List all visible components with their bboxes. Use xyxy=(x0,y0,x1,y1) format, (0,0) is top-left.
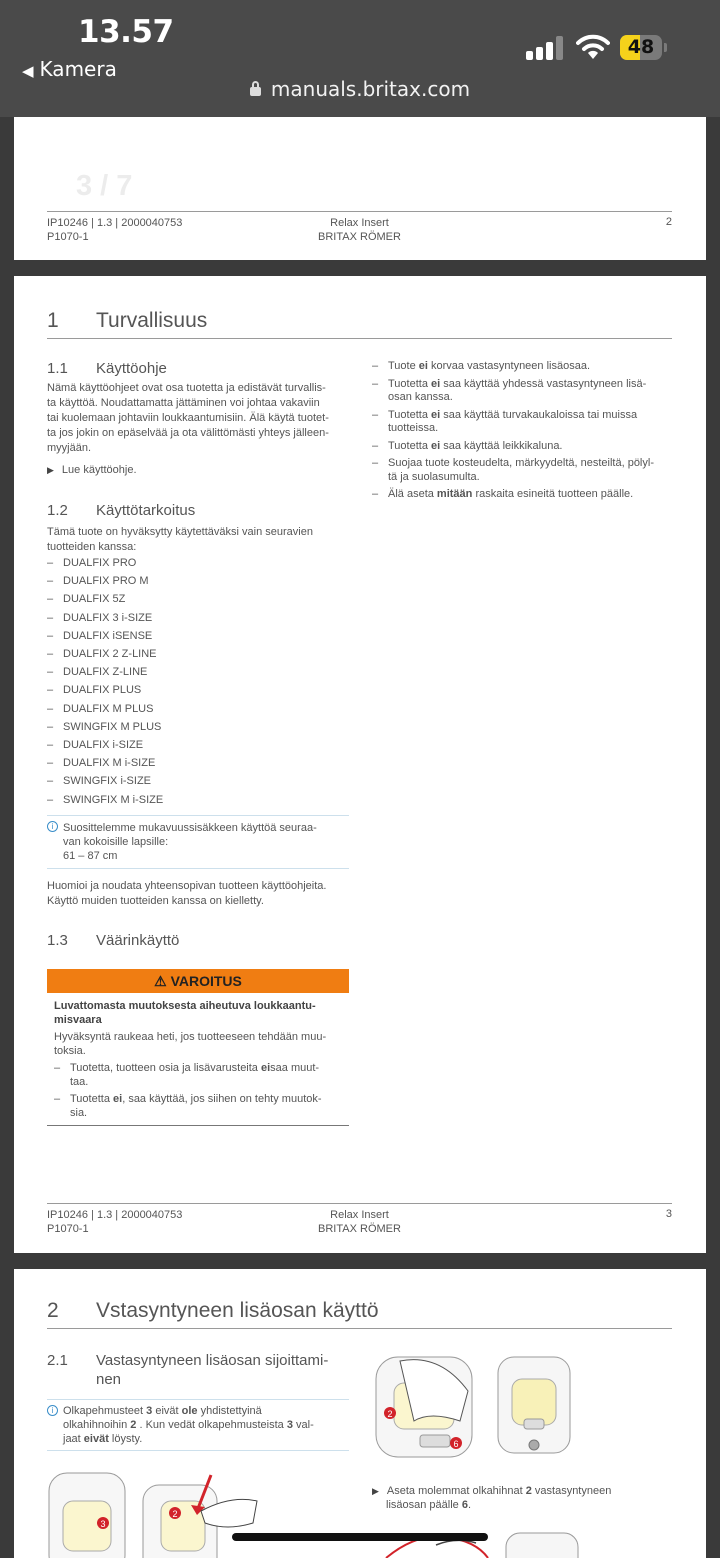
warning-triangle-icon: ⚠ xyxy=(154,973,167,989)
subsection-heading-2-1 xyxy=(47,1351,352,1391)
bold-text: ei xyxy=(431,408,441,421)
text-line: myyjään. xyxy=(47,442,92,454)
text: raskaita esineitä tuotteen päälle. xyxy=(472,488,634,500)
text: . xyxy=(467,1499,472,1511)
section-title: Turvallisuus xyxy=(96,309,208,332)
list-item xyxy=(372,378,672,405)
page-indicator: 3 / 7 xyxy=(76,170,133,202)
text: nen xyxy=(96,1371,122,1388)
subsection-heading-1-2 xyxy=(47,502,196,519)
text: lisäosan päälle xyxy=(386,1499,462,1511)
bold-text: mitään xyxy=(436,488,473,500)
subsection-title: Käyttötarkoitus xyxy=(96,502,196,519)
text: Suojaa tuote kosteudelta, märkyydeltä, nesteiltä, pölyl- xyxy=(388,457,654,469)
home-indicator[interactable] xyxy=(232,1533,488,1541)
footer-brand: BRITAX RÖMER xyxy=(318,1223,401,1235)
text: korvaa vastasyntyneen lisäosaa. xyxy=(427,360,591,372)
bold-text: ei xyxy=(113,1093,123,1105)
subsection-heading-1-3 xyxy=(47,932,180,949)
subsection-title xyxy=(96,1351,328,1389)
callout-label: 3 xyxy=(100,1519,106,1529)
list-item: – DUALFIX M PLUS xyxy=(47,700,163,718)
section-title: Vstasyntyneen lisäosan käyttö xyxy=(96,1299,379,1322)
list-item xyxy=(372,440,672,454)
text-line: tuotteiden kanssa: xyxy=(47,541,137,553)
callout-label: 2 xyxy=(387,1409,393,1419)
text-line: Nämä käyttöohjeet ovat osa tuotetta ja edistävät turvallis- xyxy=(47,382,326,394)
list-item: – DUALFIX Z-LINE xyxy=(47,663,163,681)
bold-text: 6 xyxy=(461,1499,468,1511)
warning-text-line: toksia. xyxy=(54,1044,86,1057)
warning-box xyxy=(47,993,349,1126)
back-triangle-icon: ◀ xyxy=(22,62,34,80)
manual-page-3 xyxy=(14,276,706,1253)
text: saa muut- xyxy=(270,1062,320,1074)
footer-doc-code: P1070-1 xyxy=(47,231,89,243)
read-manual-item xyxy=(47,464,137,476)
footer-page-number: 3 xyxy=(665,1208,672,1220)
text: val- xyxy=(292,1419,314,1431)
list-item: – DUALFIX PLUS xyxy=(47,681,163,699)
info-icon: i xyxy=(47,1405,58,1416)
subsection-number: 1.1 xyxy=(47,360,68,377)
manual-page-4 xyxy=(14,1269,706,1558)
list-item: – SWINGFIX i-SIZE xyxy=(47,772,163,790)
text: Tuotetta xyxy=(70,1093,114,1105)
list-item: – DUALFIX PRO M xyxy=(47,572,163,590)
text-line: van kokoisille lapsille: xyxy=(63,836,169,848)
step-place-shoulder-straps xyxy=(372,1484,611,1512)
bold-text: ei xyxy=(431,377,441,390)
text-line: 61 – 87 cm xyxy=(63,850,118,862)
text: jaat xyxy=(63,1433,84,1445)
list-item xyxy=(372,409,672,436)
illustration-next-step xyxy=(376,1527,496,1558)
subsection-title: Väärinkäyttö xyxy=(96,932,180,949)
illustration-insert-in-seat xyxy=(494,1353,576,1461)
subsection-heading-1-1 xyxy=(47,360,167,377)
page-footer xyxy=(47,1203,672,1235)
text: taa. xyxy=(70,1075,89,1088)
text: Tuote xyxy=(388,360,419,372)
list-item xyxy=(372,488,672,502)
list-item: – DUALFIX PRO xyxy=(47,554,163,572)
arrow-bullet-icon: ▶ xyxy=(372,1486,379,1496)
text-line: ta käyttöä. Noudattamatta jättäminen voi johtaa vakaviin xyxy=(47,397,320,409)
text: sia. xyxy=(70,1106,88,1119)
footer-doc-id: IP10246 | 1.3 | 2000040753 xyxy=(47,1209,183,1221)
list-item: – DUALFIX M i-SIZE xyxy=(47,754,163,772)
text: tä ja suolasumulta. xyxy=(388,470,480,483)
bold-text: ei xyxy=(431,439,441,452)
back-label: Kamera xyxy=(39,57,117,81)
text: Olkapehmusteet xyxy=(63,1405,147,1417)
paragraph-intended-use xyxy=(47,525,349,555)
bold-text: 3 xyxy=(286,1419,293,1431)
footer-doc-code: P1070-1 xyxy=(47,1223,89,1235)
manual-page-2 xyxy=(14,117,706,260)
text: eivät xyxy=(152,1405,182,1417)
text-line: Huomioi ja noudata yhteensopivan tuotteen käyttöohjeita. xyxy=(47,880,327,892)
list-item: – DUALFIX 2 Z-LINE xyxy=(47,645,163,663)
text: saa käyttää turvakaukaloissa tai muissa xyxy=(440,408,638,421)
footer-page-number: 2 xyxy=(665,216,672,228)
page-footer xyxy=(47,211,672,243)
lock-icon xyxy=(250,87,261,96)
text: löysty. xyxy=(108,1433,143,1445)
warning-banner xyxy=(47,969,349,993)
url-bar[interactable] xyxy=(0,77,720,101)
text-line: Käyttö muiden tuotteiden kanssa on kielletty. xyxy=(47,895,264,907)
bold-text: 3 xyxy=(146,1405,153,1417)
battery-level: 48 xyxy=(627,36,655,58)
safety-list-right xyxy=(372,360,672,506)
bold-text: 2 xyxy=(130,1419,137,1431)
text: Vastasyntyneen lisäosan sijoittami- xyxy=(96,1352,329,1369)
text-line xyxy=(63,1418,349,1432)
section-number: 1 xyxy=(47,309,59,332)
cellular-signal-icon xyxy=(526,36,564,60)
subsection-number: 2.1 xyxy=(47,1352,68,1369)
list-item: – DUALFIX 3 i-SIZE xyxy=(47,609,163,627)
list-item: – DUALFIX iSENSE xyxy=(47,627,163,645)
arrow-bullet-icon: ▶ xyxy=(47,465,54,475)
warning-list-item xyxy=(54,1093,343,1120)
section-heading xyxy=(47,1299,672,1329)
bold-text: 2 xyxy=(525,1485,532,1497)
text-line xyxy=(63,1432,349,1446)
section-heading xyxy=(47,309,672,339)
text-line: ta jos jokin on epäselvää ja ota välittömästi yhteys jälleen- xyxy=(47,427,329,439)
text: Tuotetta xyxy=(388,408,432,421)
text: saa käyttää leikkikaluna. xyxy=(440,439,563,452)
info-note-shoulder-pads xyxy=(47,1399,349,1451)
footer-product: Relax Insert xyxy=(330,217,389,229)
subsection-number: 1.3 xyxy=(47,932,68,949)
illustration-pull-shoulder-pads xyxy=(141,1471,261,1558)
wifi-icon xyxy=(576,34,610,60)
footer-doc-id: IP10246 | 1.3 | 2000040753 xyxy=(47,217,183,229)
footer-product: Relax Insert xyxy=(330,1209,389,1221)
section-number: 2 xyxy=(47,1299,59,1322)
text: Älä aseta xyxy=(388,488,437,500)
list-item: – DUALFIX 5Z xyxy=(47,590,163,608)
text: vastasyntyneen xyxy=(531,1485,612,1497)
text: tuotteissa. xyxy=(388,422,439,434)
callout-label: 6 xyxy=(453,1439,459,1449)
text: , saa käyttää, jos siihen on tehty muutok- xyxy=(122,1093,322,1105)
text: olkahihnoihin xyxy=(63,1419,131,1431)
subsection-title: Käyttöohje xyxy=(96,360,167,377)
text: Tuotetta, tuotteen osia ja lisävarusteita xyxy=(70,1062,261,1074)
list-item: – DUALFIX i-SIZE xyxy=(47,736,163,754)
text: osan kanssa. xyxy=(388,391,453,403)
text-line: Tämä tuote on hyväksytty käytettäväksi vain seuravien xyxy=(47,526,313,538)
warning-text-line: Hyväksyntä raukeaa heti, jos tuotteeseen tehdään muu- xyxy=(54,1031,327,1043)
text: Tuotetta xyxy=(388,439,432,452)
text-line: tai kuolemaan johtaviin loukkaantumisiin. Älä käytä tuotet- xyxy=(47,412,329,424)
status-bar xyxy=(0,0,720,117)
text-line xyxy=(63,1404,349,1418)
info-note-child-size xyxy=(47,815,349,869)
bold-text: eivät xyxy=(83,1433,109,1445)
warning-list-item xyxy=(54,1062,343,1089)
warning-label: VAROITUS xyxy=(170,973,242,989)
paragraph-user-guide xyxy=(47,381,349,456)
list-item: – SWINGFIX M PLUS xyxy=(47,718,163,736)
subsection-number: 1.2 xyxy=(47,502,68,519)
list-item xyxy=(372,457,672,484)
text: Aseta molemmat olkahihnat xyxy=(386,1485,526,1497)
url-text: manuals.britax.com xyxy=(270,77,471,101)
list-item xyxy=(372,360,672,374)
compatible-products-list xyxy=(47,554,163,809)
illustration-seat-top xyxy=(503,1531,583,1558)
battery-icon xyxy=(620,35,666,60)
footer-brand: BRITAX RÖMER xyxy=(318,231,401,243)
text: Tuotetta xyxy=(388,377,432,390)
text: saa käyttää yhdessä vastasyntyneen lisä- xyxy=(440,377,647,390)
text: yhdistettyinä xyxy=(197,1405,262,1417)
status-time: 13.57 xyxy=(78,14,174,50)
paragraph-compatibility-note xyxy=(47,879,349,909)
bold-text: ei xyxy=(260,1062,271,1074)
warning-title-line: misvaara xyxy=(54,1013,102,1026)
warning-title-line: Luvattomasta muutoksesta aiheutuva loukkaantu- xyxy=(54,1000,316,1012)
read-manual-text: Lue käyttöohje. xyxy=(61,464,137,476)
illustration-seat-with-pads xyxy=(47,1471,127,1558)
illustration-harness-placement xyxy=(370,1351,482,1463)
text: . Kun vedät olkapehmusteista xyxy=(136,1419,287,1431)
callout-label: 2 xyxy=(172,1509,178,1519)
info-icon: i xyxy=(47,821,58,832)
bold-text: ole xyxy=(181,1405,198,1417)
bold-text: ei xyxy=(418,360,428,372)
text-line: Suosittelemme mukavuussisäkkeen käyttöä seuraa- xyxy=(63,822,317,834)
list-item: – SWINGFIX M i-SIZE xyxy=(47,791,163,809)
